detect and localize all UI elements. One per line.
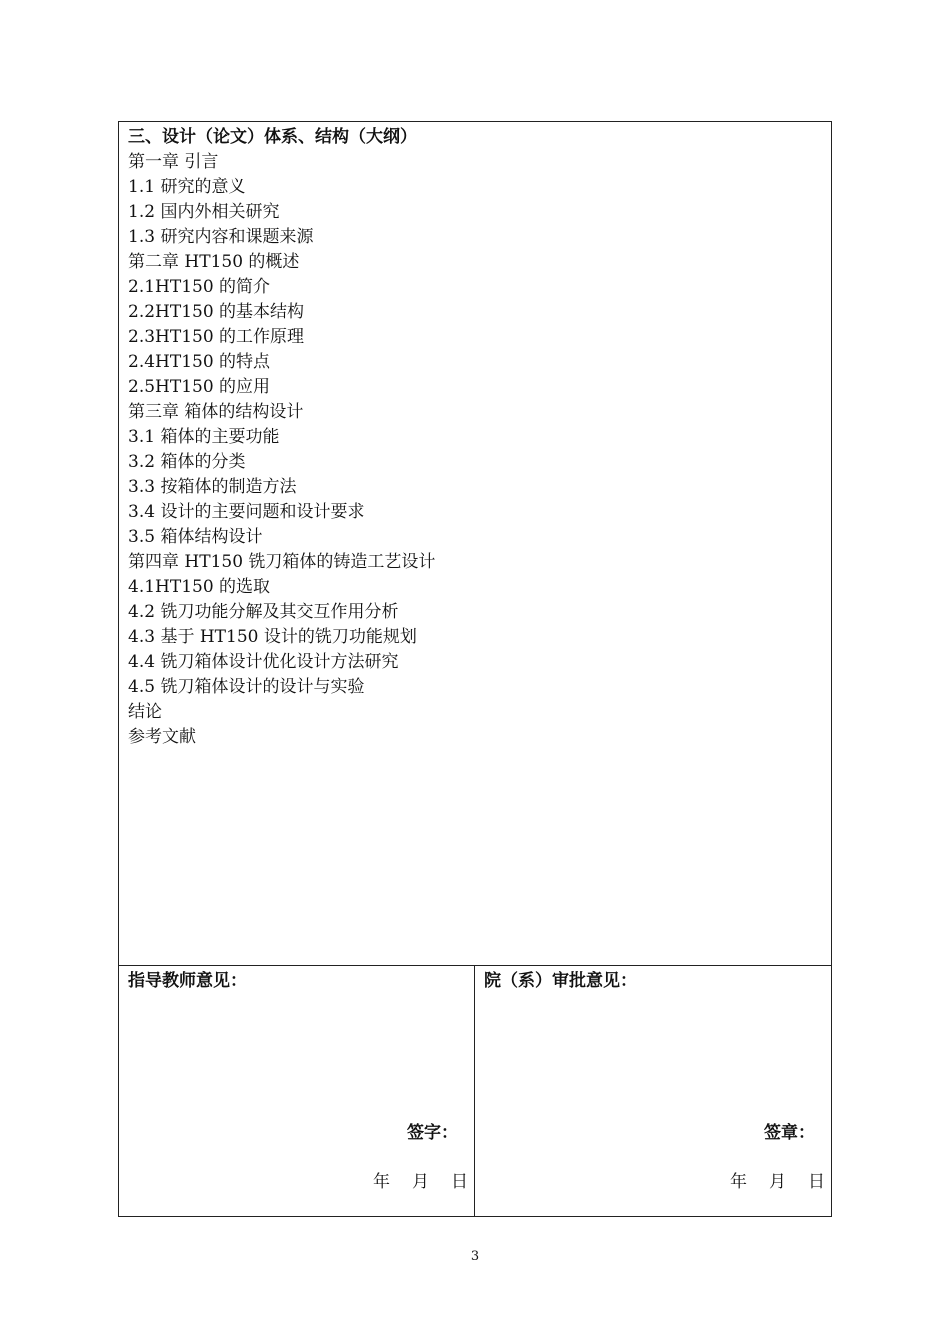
date-year: 年 bbox=[373, 1172, 390, 1192]
date-day: 日 bbox=[808, 1172, 825, 1192]
department-approval-title: 院（系）审批意见： bbox=[484, 971, 637, 991]
outline-line: 4.1HT150 的选取 bbox=[128, 577, 271, 597]
outline-line: 1.2 国内外相关研究 bbox=[128, 202, 280, 222]
form-table bbox=[118, 121, 832, 1217]
outline-line: 4.2 铣刀功能分解及其交互作用分析 bbox=[128, 602, 399, 622]
advisor-opinion-cell bbox=[119, 966, 475, 1216]
date-month: 月 bbox=[769, 1172, 786, 1192]
outline-line: 4.4 铣刀箱体设计优化设计方法研究 bbox=[128, 652, 399, 672]
outline-line: 第二章 HT150 的概述 bbox=[128, 252, 300, 272]
outline-line: 3.3 按箱体的制造方法 bbox=[128, 477, 297, 497]
date-month: 月 bbox=[412, 1172, 429, 1192]
date-day: 日 bbox=[451, 1172, 468, 1192]
outline-line: 4.3 基于 HT150 设计的铣刀功能规划 bbox=[128, 627, 417, 647]
department-date bbox=[730, 1167, 825, 1192]
outline-line: 3.2 箱体的分类 bbox=[128, 452, 246, 472]
advisor-signature-label: 签字： bbox=[407, 1123, 458, 1143]
outline-line: 参考文献 bbox=[128, 727, 196, 747]
outline-line: 2.4HT150 的特点 bbox=[128, 352, 271, 372]
outline-line: 2.1HT150 的简介 bbox=[128, 277, 271, 297]
department-approval-cell bbox=[475, 966, 831, 1216]
advisor-opinion-title: 指导教师意见： bbox=[128, 971, 247, 991]
outline-list bbox=[128, 150, 831, 750]
date-year: 年 bbox=[730, 1172, 747, 1192]
outline-line: 结论 bbox=[128, 702, 162, 722]
outline-line: 4.5 铣刀箱体设计的设计与实验 bbox=[128, 677, 365, 697]
outline-line: 3.1 箱体的主要功能 bbox=[128, 427, 280, 447]
outline-line: 第一章 引言 bbox=[128, 152, 219, 172]
department-seal-label: 签章： bbox=[764, 1123, 815, 1143]
outline-section bbox=[119, 122, 831, 966]
page-number: 3 bbox=[470, 1249, 480, 1264]
outline-heading: 三、设计（论文）体系、结构（大纲） bbox=[128, 127, 417, 147]
outline-line: 3.5 箱体结构设计 bbox=[128, 527, 263, 547]
outline-line: 第四章 HT150 铣刀箱体的铸造工艺设计 bbox=[128, 552, 436, 572]
outline-line: 2.2HT150 的基本结构 bbox=[128, 302, 305, 322]
outline-line: 3.4 设计的主要问题和设计要求 bbox=[128, 502, 365, 522]
advisor-date bbox=[373, 1167, 468, 1192]
outline-line: 第三章 箱体的结构设计 bbox=[128, 402, 304, 422]
outline-line: 1.3 研究内容和课题来源 bbox=[128, 227, 314, 247]
outline-line: 2.3HT150 的工作原理 bbox=[128, 327, 305, 347]
outline-line: 1.1 研究的意义 bbox=[128, 177, 246, 197]
outline-line: 2.5HT150 的应用 bbox=[128, 377, 271, 397]
